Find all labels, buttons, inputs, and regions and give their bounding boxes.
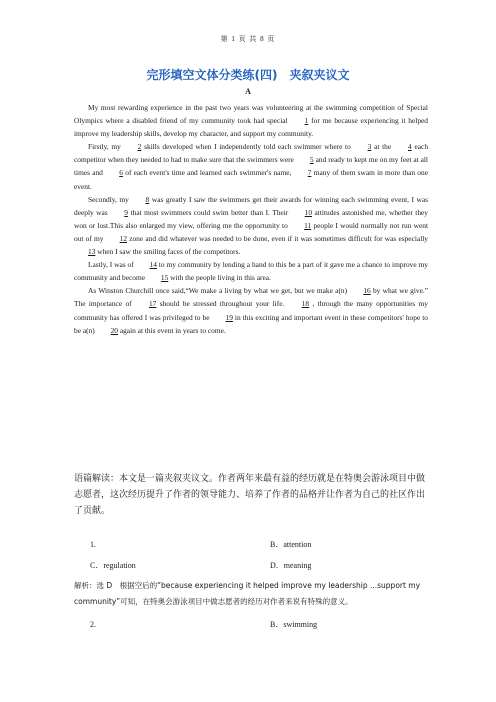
passage-paragraph-3: Secondly, my 8 was greatly I saw the swimmers get their awards for winning each swimming event, I was deeply was 9 that most swimmers could swim better than I. Their 10 attitudes astonished me, whether they won or lost.This also enlarged my view, offering me the opportunity to 11 people I would normally not run went out of my 12 zone and did whatever was needed to be done, even if it was sometimes difficult for was especially 13 when I saw the smiling faces of the competitors. [74,193,428,258]
blank-9: 9 [124,207,128,217]
question-1-options [90,534,420,576]
blank-12: 12 [119,233,128,243]
passage-analysis: 语篇解读：本文是一篇夹叙夹议文。作者两年来最有益的经历就是在特奥会游泳项目中做志愿者，这次经历提升了作者的领导能力、培养了作者的品格并让作者为自己的社区作出了贡献。 [74,474,426,516]
blank-15: 15 [160,273,169,283]
document-title: 完形填空文体分类练(四) 夹叙夹议文 [146,68,350,82]
blank-18: 18 [301,299,310,309]
blank-6: 6 [119,168,123,178]
option-1b: B．attention [270,540,312,549]
option-2b: B．swimming [270,620,318,629]
blank-14: 14 [149,260,157,270]
blank-2: 2 [137,142,142,152]
blank-8: 8 [145,194,150,204]
question-1-explanation: 解析：选 D 根据空后的“because experiencing it helped improve my leadership ...support my community”可知，在特奥会游泳项目中做志愿者的经历对作者来说有特殊的意义。 [74,581,421,606]
page-header: 第 1 页 共 8 页 [220,35,276,43]
blank-1: 1 [304,116,309,126]
blank-7: 7 [307,168,312,178]
blank-13: 13 [88,247,96,257]
blank-4: 4 [407,142,412,152]
blank-11: 11 [304,220,312,230]
blank-5: 5 [309,155,314,165]
blank-17: 17 [148,299,157,309]
question-2-number: 2. [90,620,96,629]
blank-16: 16 [363,286,371,296]
passage-paragraph-4: Lastly, I was of 14 to my community by lending a hand to this be a part of it gave me a chance to improve my community and become 15 with the people living in this area. [74,258,428,284]
passage [74,101,428,337]
option-1c: C．regulation [90,561,136,570]
passage-paragraph-1: My most rewarding experience in the past two years was volunteering at the swimming competition of Special Olympics where a disabled friend of my community took had special 1 for me because experiencing it helped improve my leadership skills, develop my character, and support my community. [74,103,428,139]
blank-10: 10 [304,207,313,217]
blank-19: 19 [225,312,233,322]
blank-20: 20 [110,325,118,335]
section-letter: A [245,87,251,96]
question-1-number: 1. [90,540,96,549]
passage-paragraph-2: Firstly, my 2 skills developed when I independently told each swimmer where to 3 at the 4 each competitor when they needed to had to make sure that the swimmers were 5 and ready to kept me on my feet at all times and 6 of each event's time and learned each swimmer's name, 7 many of them swam in more than one event. [74,142,429,191]
blank-3: 3 [367,142,372,152]
option-1d: D．meaning [270,561,312,570]
passage-paragraph-5: As Winston Churchill once said,“We make a living by what we get, but we make a(n) 16 by what we give.” The importance of 17 should be stressed throughout your life. 18 , through the many opportunities my community has offered I was privileged to be 19 in this exciting and important event in these competitors' hope to be a(n) 20 again at this event in years to come. [74,284,428,336]
question-2-options [90,614,420,635]
